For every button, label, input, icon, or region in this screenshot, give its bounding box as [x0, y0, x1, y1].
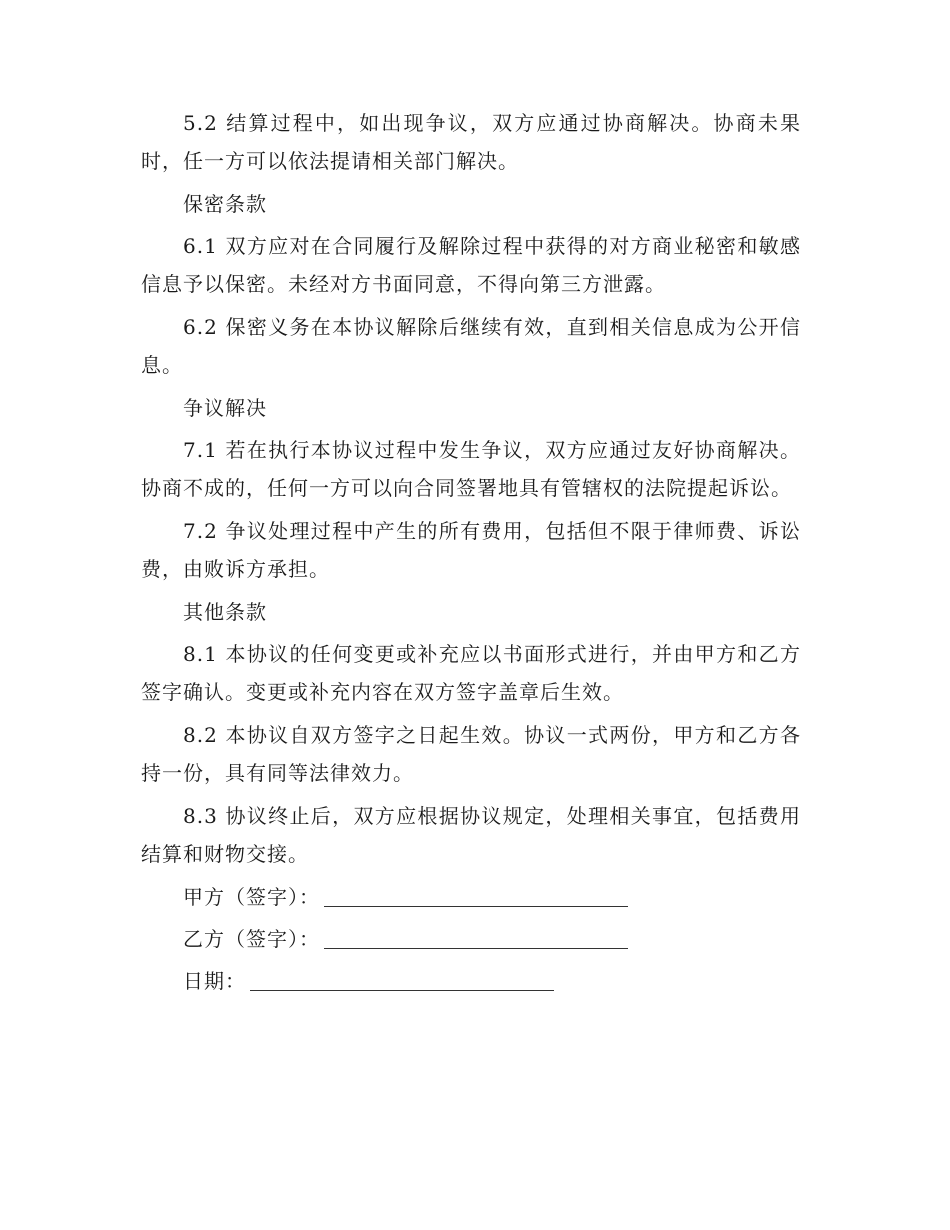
clause-8-1: 8.1 本协议的任何变更或补充应以书面形式进行，并由甲方和乙方签字确认。变更或补充内容在双方签字盖章后生效。 [141, 642, 801, 704]
clause-7-1: 7.1 若在执行本协议过程中发生争议，双方应通过友好协商解决。协商不成的，任何一方可以向合同签署地具有管辖权的法院提起诉讼。 [141, 438, 801, 500]
party-a-signature-blank[interactable] [324, 906, 628, 907]
section-heading-confidentiality: 保密条款 [183, 192, 267, 216]
party-b-signature-blank[interactable] [324, 948, 628, 949]
clause-8-3: 8.3 协议终止后，双方应根据协议规定，处理相关事宜，包括费用结算和财物交接。 [141, 804, 801, 866]
clause-5-2: 5.2 结算过程中，如出现争议，双方应通过协商解决。协商未果时，任一方可以依法提请相关部门解决。 [141, 111, 801, 173]
party-b-signature-row [183, 920, 801, 958]
date-label: 日期： [183, 969, 246, 993]
party-b-signature-label: 乙方（签字）： [183, 927, 320, 951]
date-row [183, 962, 801, 1000]
date-blank[interactable] [250, 990, 554, 991]
clause-8-2: 8.2 本协议自双方签字之日起生效。协议一式两份，甲方和乙方各持一份，具有同等法律效力。 [141, 723, 801, 785]
clause-7-2: 7.2 争议处理过程中产生的所有费用，包括但不限于律师费、诉讼费，由败诉方承担。 [141, 519, 801, 581]
clause-6-2: 6.2 保密义务在本协议解除后继续有效，直到相关信息成为公开信息。 [141, 315, 801, 377]
party-a-signature-row [183, 878, 801, 916]
section-heading-other: 其他条款 [183, 600, 267, 624]
party-a-signature-label: 甲方（签字）： [183, 885, 320, 909]
section-heading-dispute: 争议解决 [183, 396, 267, 420]
clause-6-1: 6.1 双方应对在合同履行及解除过程中获得的对方商业秘密和敏感信息予以保密。未经对方书面同意，不得向第三方泄露。 [141, 234, 801, 296]
document-body [141, 104, 801, 1004]
